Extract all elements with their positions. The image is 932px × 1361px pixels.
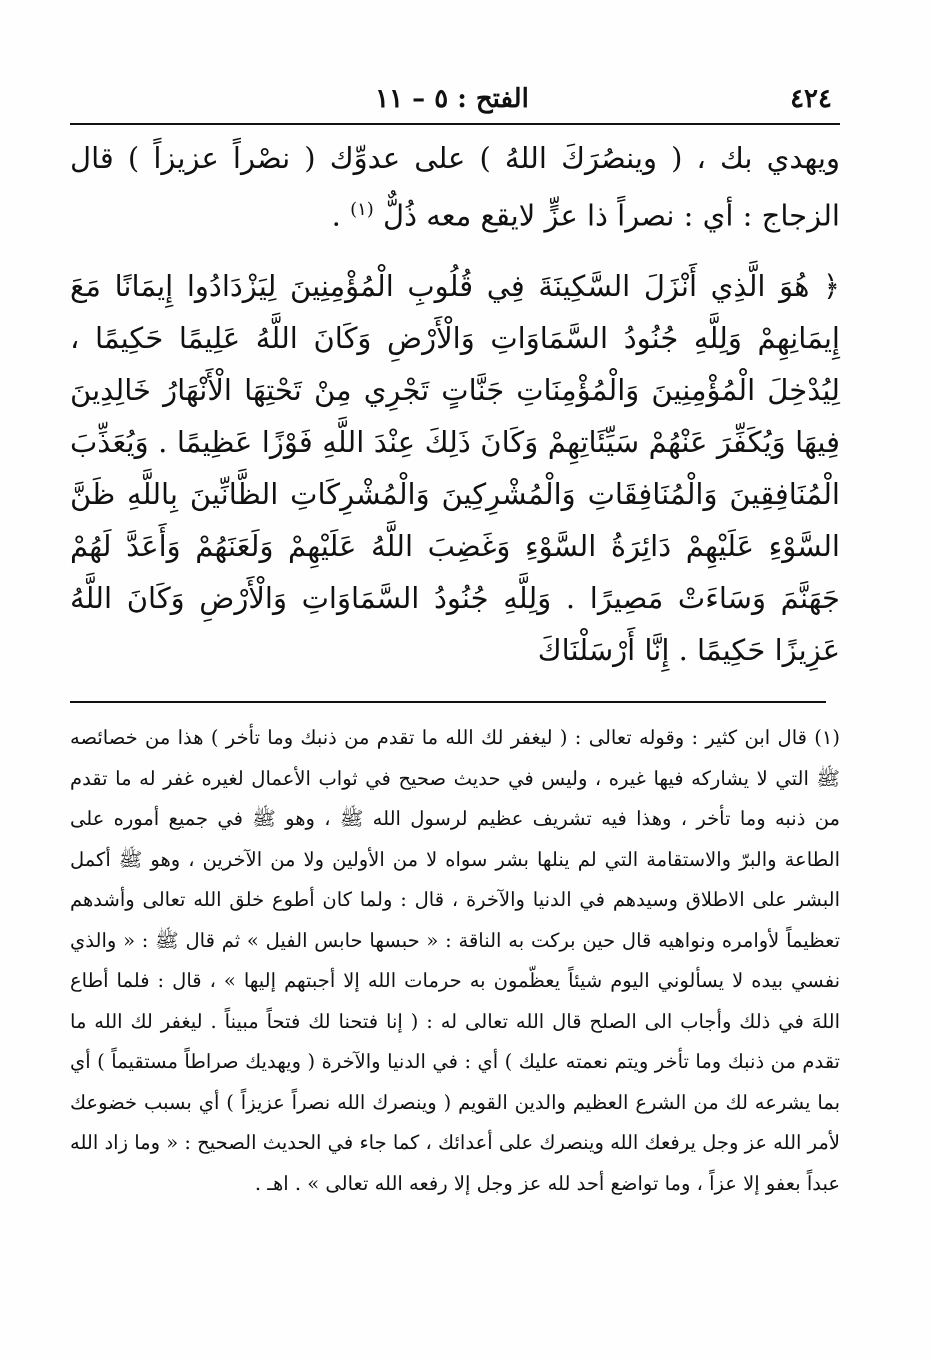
page-header xyxy=(72,84,832,124)
quran-verses: ﴿ هُوَ الَّذِي أَنْزَلَ السَّكِينَةَ فِي قُلُوبِ الْمُؤْمِنِينَ لِيَزْدَادُوا إِيمَانًا مَعَ إِيمَانِهِمْ وَلِلَّهِ جُنُودُ السَّمَاوَاتِ وَالْأَرْضِ وَكَانَ اللَّهُ عَلِيمًا حَكِيمًا ، لِيُدْخِلَ الْمُؤْمِنِينَ وَالْمُؤْمِنَاتِ جَنَّاتٍ تَجْرِي مِنْ تَحْتِهَا الْأَنْهَارُ خَالِدِينَ فِيهَا وَيُكَفِّرَ عَنْهُمْ سَيِّئَاتِهِمْ وَكَانَ ذَلِكَ عِنْدَ اللَّهِ فَوْزًا عَظِيمًا . وَيُعَذِّبَ الْمُنَافِقِينَ وَالْمُنَافِقَاتِ وَالْمُشْرِكِينَ وَالْمُشْرِكَاتِ الظَّانِّينَ بِاللَّهِ ظَنَّ السَّوْءِ عَلَيْهِمْ دَائِرَةُ السَّوْءِ وَغَضِبَ اللَّهُ عَلَيْهِمْ وَلَعَنَهُمْ وَأَعَدَّ لَهُمْ جَهَنَّمَ وَسَاءَتْ مَصِيرًا . وَلِلَّهِ جُنُودُ السَّمَاوَاتِ وَالْأَرْضِ وَكَانَ اللَّهُ عَزِيزًا حَكِيمًا . إِنَّا أَرْسَلْنَاكَ xyxy=(70,268,841,667)
header-divider xyxy=(70,123,840,125)
surah-reference: الفتح : ٥ – ١١ xyxy=(375,84,529,114)
commentary-text: ويهدي بك ، ( وينصُرَكَ اللهُ ) على عدوِّك ( نصْراً عزيزاً ) قال الزجاج : أي : نصراً ذا عزٍّ لايقع معه ذُلٌّ xyxy=(70,141,840,233)
footnote-text: (١) قال ابن كثير : وقوله تعالى : ( ليغفر لك الله ما تقدم من ذنبك وما تأخر ) هذا من خصائصه ﷺ التي لا يشاركه فيها غيره ، وليس في حديث صحيح في ثواب الأعمال لغيره غفر له ما تقدم من ذنبه وما تأخر ، وهذا فيه تشريف عظيم لرسول الله ﷺ ، وهو ﷺ في جميع أموره على الطاعة والبرّ والاستقامة التي لم ينلها بشر سواه لا من الأولين ولا من الآخرين ، وهو ﷺ أكمل البشر على الاطلاق وسيدهم في الدنيا والآخرة ، قال : ولما كان أطوع خلق الله تعالى وأشدهم تعظيماً لأوامره ونواهيه قال حين بركت به الناقة : « حبسها حابس الفيل » ثم قال ﷺ : « والذي نفسي بيده لا يسألوني اليوم شيئاً يعظّمون به حرمات الله إلا أجبتهم إليها » ، قال : فلما أطاع اللهَ في ذلك وأجاب الى الصلح قال الله تعالى له : ( إنا فتحنا لك فتحاً مبيناً . ليغفر لك الله ما تقدم من ذنبك وما تأخر ويتم نعمته عليك ) أي : في الدنيا والآخرة ( ويهديك صراطاً مستقيماً ) أي بما يشرعه لك من الشرع العظيم والدين القويم ( وينصرك الله نصراً عزيزاً ) أي بسبب خضوعك لأمر الله عز وجل يرفعك الله وينصرك على أعدائك ، كما جاء في الحديث الصحيح : « وما زاد الله عبداً بعفو إلا عزاً ، وما تواضع أحد لله عز وجل إلا رفعه الله تعالى » . اهـ . xyxy=(70,726,840,1195)
main-text xyxy=(70,132,840,676)
footnote-section xyxy=(70,718,840,1204)
commentary-paragraph xyxy=(70,132,840,242)
footnote-reference: (١) xyxy=(350,199,374,220)
footnote-divider xyxy=(70,701,826,703)
page-number: ٤٢٤ xyxy=(790,84,832,114)
commentary-end: . xyxy=(331,198,351,233)
